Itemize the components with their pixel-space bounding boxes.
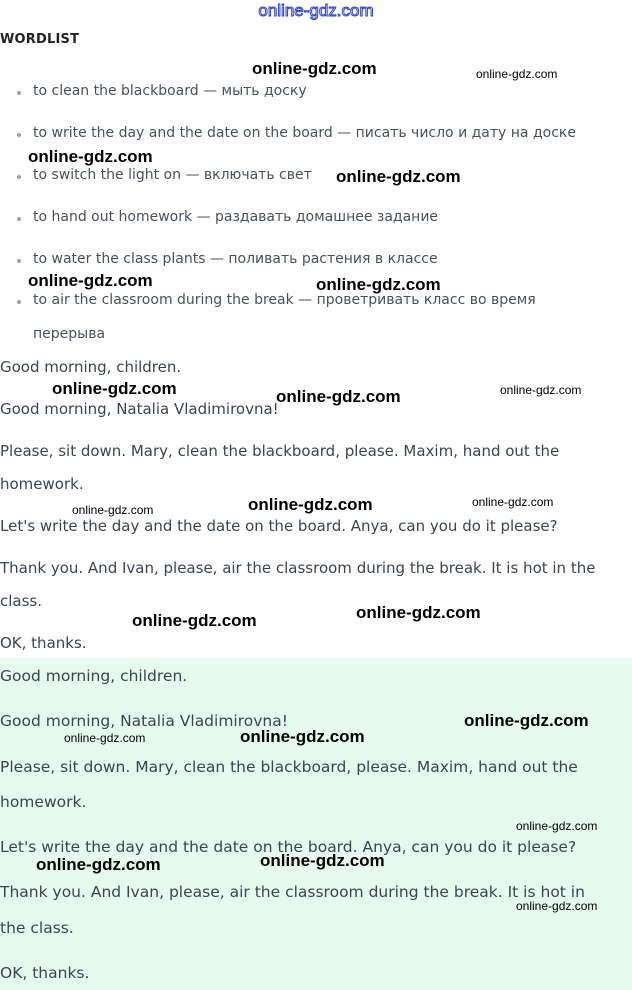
watermark: online-gdz.com [28,271,153,290]
watermark: online-gdz.com [132,611,257,630]
watermark: online-gdz.com [248,495,373,514]
bullet-icon [17,133,21,137]
bullet-icon [17,259,21,263]
highlighted-line: OK, thanks. [0,964,90,982]
wordlist-item-text: to clean the blackboard — мыть доску [33,83,307,99]
highlighted-line: the class. [0,919,74,937]
dialogue-line: homework. [0,475,84,493]
watermark: online-gdz.com [516,899,598,913]
wordlist-item-text: to hand out homework — раздавать домашнее задание [33,209,439,225]
dialogue-line: OK, thanks. [0,634,87,652]
watermark: online-gdz.com [476,67,558,81]
wordlist-item-text: to water the class plants — поливать растения в классе [33,251,438,267]
watermark: online-gdz.com [260,851,385,870]
watermark: online-gdz.com [316,275,441,294]
dialogue-line: Good morning, Natalia Vladimirovna! [0,400,279,418]
watermark: online-gdz.com [516,819,598,833]
highlighted-line: Good morning, children. [0,667,188,685]
highlighted-line: Good morning, Natalia Vladimirovna! [0,712,288,730]
wordlist-heading: WORDLIST [0,32,80,47]
watermark: online-gdz.com [64,731,146,745]
highlighted-line: homework. [0,793,87,811]
bullet-icon [17,300,21,304]
watermark: online-gdz.com [72,503,154,517]
dialogue-line: Good morning, children. [0,358,182,376]
dialogue-line: Thank you. And Ivan, please, air the classroom during the break. It is hot in the [0,559,596,577]
highlighted-line: Let's write the day and the date on the board. Anya, can you do it please? [0,838,577,856]
watermark: online-gdz.com [240,727,365,746]
watermark: online-gdz.com [336,167,461,186]
watermark: online-gdz.com [36,855,161,874]
wordlist-item-continuation: перерыва [33,326,106,342]
watermark: online-gdz.com [28,147,153,166]
dialogue-line: Please, sit down. Mary, clean the blackboard, please. Maxim, hand out the [0,442,560,460]
bullet-icon [17,91,21,95]
bullet-icon [17,217,21,221]
wordlist-item-text: to write the day and the date on the board — писать число и дату на доске [33,125,576,141]
bullet-icon [17,175,21,179]
watermark: online-gdz.com [356,603,481,622]
dialogue-line: Let's write the day and the date on the board. Anya, can you do it please? [0,517,558,535]
watermark: online-gdz.com [500,383,582,397]
wordlist-item-text: to air the classroom during the break — проветривать класс во время [33,292,536,308]
top-watermark: online-gdz.com [258,1,374,20]
watermark: online-gdz.com [52,379,177,398]
watermark: online-gdz.com [472,495,554,509]
highlighted-line: Please, sit down. Mary, clean the blackboard, please. Maxim, hand out the [0,758,578,776]
dialogue-line: class. [0,592,43,610]
wordlist-item-text: to switch the light on — включать свет [33,167,312,183]
watermark: online-gdz.com [464,711,589,730]
watermark: online-gdz.com [252,59,377,78]
watermark: online-gdz.com [276,387,401,406]
highlighted-line: Thank you. And Ivan, please, air the classroom during the break. It is hot in [0,883,585,901]
